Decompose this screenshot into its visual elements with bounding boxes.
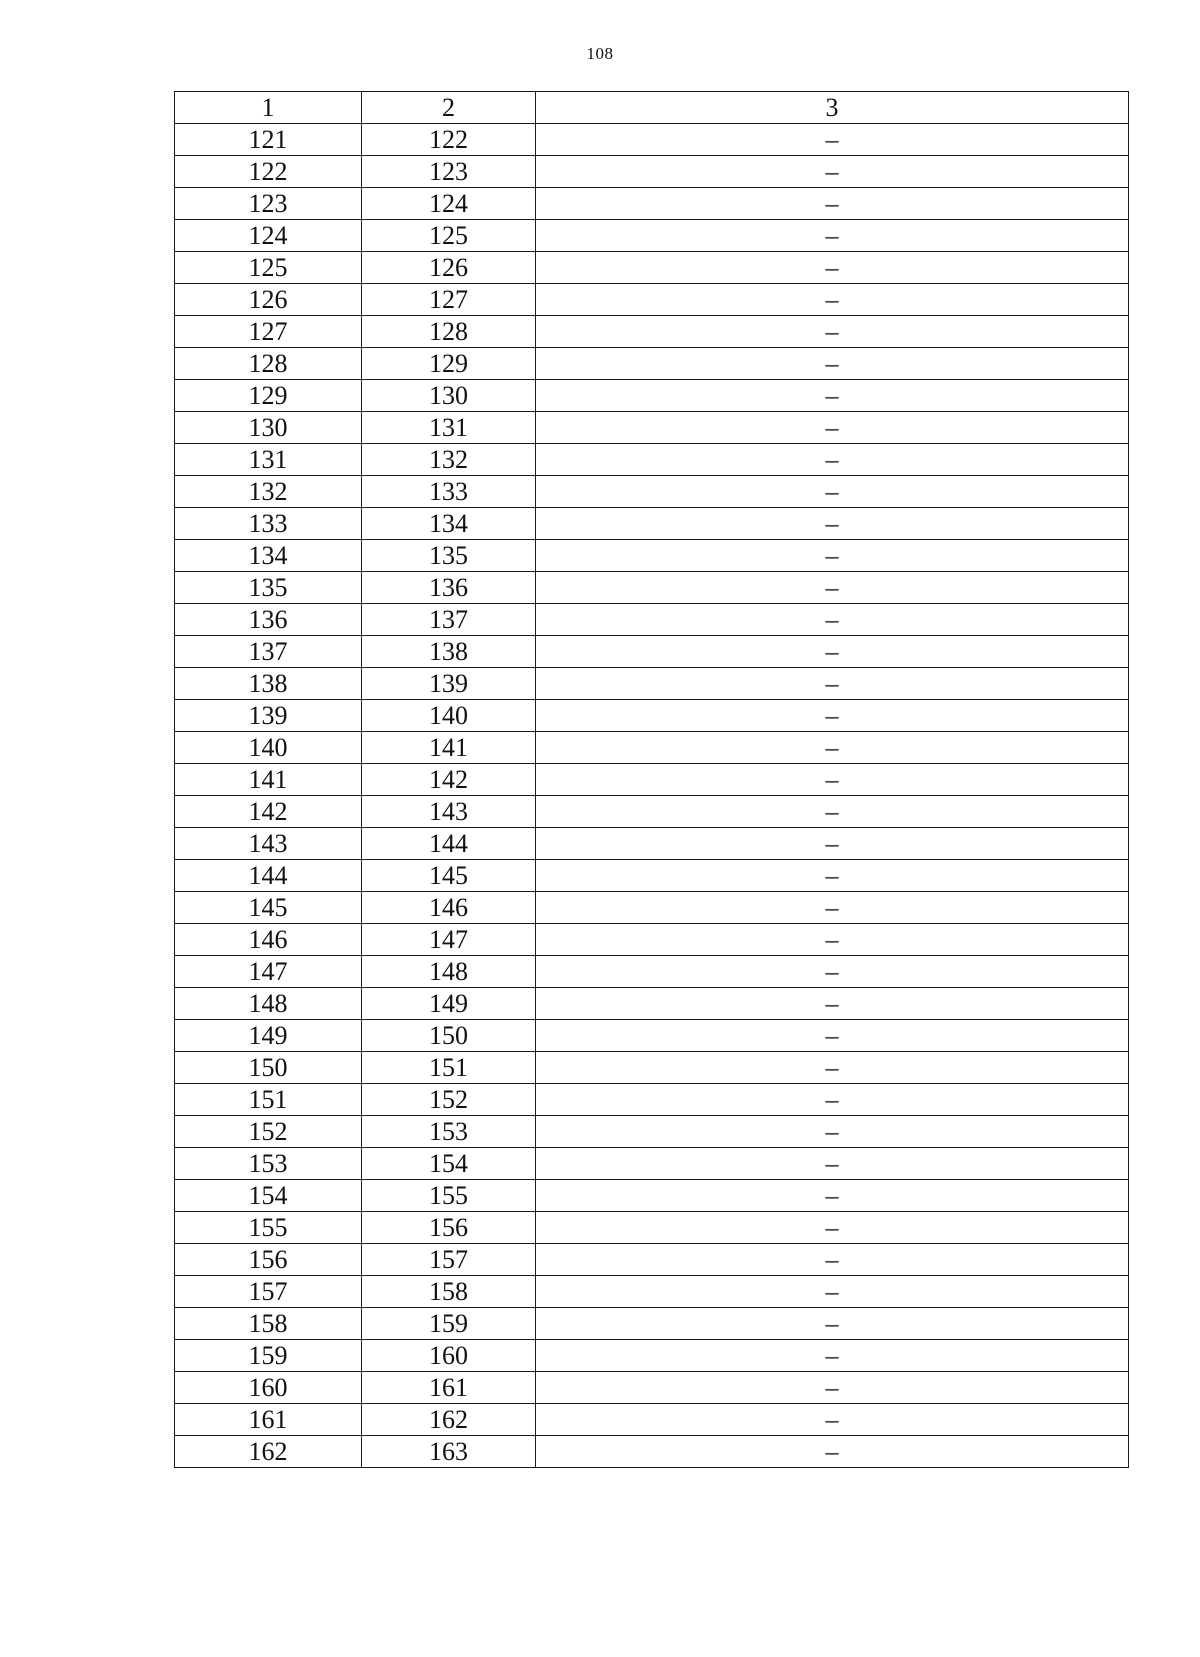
table-cell: 122 xyxy=(175,156,362,188)
table-cell: 123 xyxy=(175,188,362,220)
table-cell: 163 xyxy=(362,1436,536,1468)
table-cell: 150 xyxy=(362,1020,536,1052)
table-cell: 153 xyxy=(362,1116,536,1148)
table-row xyxy=(175,988,1129,1020)
table-cell: – xyxy=(536,1404,1129,1436)
table-cell: 145 xyxy=(362,860,536,892)
table-cell: 125 xyxy=(362,220,536,252)
table-cell: 140 xyxy=(362,700,536,732)
table-cell: 136 xyxy=(362,572,536,604)
table-cell: – xyxy=(536,156,1129,188)
table-cell: 157 xyxy=(175,1276,362,1308)
table-row xyxy=(175,1436,1129,1468)
table-cell: 134 xyxy=(362,508,536,540)
table-row xyxy=(175,1020,1129,1052)
table-row xyxy=(175,540,1129,572)
table-cell: – xyxy=(536,764,1129,796)
table-cell: 129 xyxy=(175,380,362,412)
table-row xyxy=(175,1372,1129,1404)
table-cell: – xyxy=(536,1148,1129,1180)
data-table xyxy=(174,91,1129,1468)
table-cell: – xyxy=(536,252,1129,284)
table-row xyxy=(175,1148,1129,1180)
table-cell: 133 xyxy=(362,476,536,508)
table-row xyxy=(175,572,1129,604)
table-cell: 128 xyxy=(362,316,536,348)
table-cell: 139 xyxy=(175,700,362,732)
table-cell: – xyxy=(536,732,1129,764)
table-cell: 154 xyxy=(175,1180,362,1212)
table-cell: 152 xyxy=(175,1116,362,1148)
table-cell: – xyxy=(536,508,1129,540)
table-cell: 132 xyxy=(362,444,536,476)
table-cell: 137 xyxy=(175,636,362,668)
table-cell: 137 xyxy=(362,604,536,636)
table-cell: 162 xyxy=(362,1404,536,1436)
table-cell: 135 xyxy=(362,540,536,572)
table-cell: – xyxy=(536,1052,1129,1084)
table-row xyxy=(175,380,1129,412)
table-cell: – xyxy=(536,284,1129,316)
table-cell: – xyxy=(536,988,1129,1020)
table-row xyxy=(175,348,1129,380)
table-cell: 161 xyxy=(362,1372,536,1404)
table-cell: 149 xyxy=(175,1020,362,1052)
table-row xyxy=(175,188,1129,220)
table-row xyxy=(175,1340,1129,1372)
table-row xyxy=(175,476,1129,508)
table-cell: – xyxy=(536,924,1129,956)
table-row xyxy=(175,668,1129,700)
page-number: 108 xyxy=(586,44,614,63)
table-cell: 143 xyxy=(175,828,362,860)
table-cell: 139 xyxy=(362,668,536,700)
column-header: 3 xyxy=(536,92,1129,124)
table-cell: – xyxy=(536,1372,1129,1404)
table-cell: 158 xyxy=(362,1276,536,1308)
table-cell: 153 xyxy=(175,1148,362,1180)
table-row xyxy=(175,636,1129,668)
table-cell: 128 xyxy=(175,348,362,380)
table-row xyxy=(175,412,1129,444)
table-cell: 135 xyxy=(175,572,362,604)
table-cell: 155 xyxy=(175,1212,362,1244)
table-cell: 146 xyxy=(175,924,362,956)
table-cell: – xyxy=(536,220,1129,252)
table-cell: 154 xyxy=(362,1148,536,1180)
table-cell: 144 xyxy=(362,828,536,860)
table-cell: – xyxy=(536,316,1129,348)
table-cell: 140 xyxy=(175,732,362,764)
table-cell: – xyxy=(536,1276,1129,1308)
table-cell: 156 xyxy=(175,1244,362,1276)
table-body xyxy=(175,124,1129,1468)
table-cell: 152 xyxy=(362,1084,536,1116)
table-row xyxy=(175,1052,1129,1084)
table-cell: – xyxy=(536,1180,1129,1212)
table-cell: – xyxy=(536,348,1129,380)
table-cell: 157 xyxy=(362,1244,536,1276)
table-cell: – xyxy=(536,1244,1129,1276)
table-row xyxy=(175,860,1129,892)
table-cell: 131 xyxy=(362,412,536,444)
table-cell: 129 xyxy=(362,348,536,380)
table-cell: – xyxy=(536,1020,1129,1052)
table-row xyxy=(175,1180,1129,1212)
table-cell: 148 xyxy=(175,988,362,1020)
column-header: 1 xyxy=(175,92,362,124)
table-cell: 126 xyxy=(362,252,536,284)
table-header-row xyxy=(175,92,1129,124)
table-cell: 122 xyxy=(362,124,536,156)
table-cell: – xyxy=(536,1436,1129,1468)
table-cell: – xyxy=(536,668,1129,700)
table-row xyxy=(175,924,1129,956)
table-cell: 150 xyxy=(175,1052,362,1084)
table-row xyxy=(175,1084,1129,1116)
table-cell: – xyxy=(536,124,1129,156)
table-row xyxy=(175,252,1129,284)
table-cell: – xyxy=(536,1212,1129,1244)
table-cell: 146 xyxy=(362,892,536,924)
column-header: 2 xyxy=(362,92,536,124)
table-row xyxy=(175,156,1129,188)
table-cell: – xyxy=(536,1340,1129,1372)
table-row xyxy=(175,284,1129,316)
table-cell: 131 xyxy=(175,444,362,476)
table-row xyxy=(175,764,1129,796)
table-cell: 155 xyxy=(362,1180,536,1212)
table-row xyxy=(175,828,1129,860)
table-row xyxy=(175,892,1129,924)
table-cell: – xyxy=(536,444,1129,476)
table-row xyxy=(175,1244,1129,1276)
table-cell: 158 xyxy=(175,1308,362,1340)
table-cell: 151 xyxy=(362,1052,536,1084)
table-cell: 124 xyxy=(175,220,362,252)
table-cell: 160 xyxy=(362,1340,536,1372)
table-cell: 141 xyxy=(175,764,362,796)
table-cell: 134 xyxy=(175,540,362,572)
table-cell: 136 xyxy=(175,604,362,636)
table-cell: 127 xyxy=(362,284,536,316)
table-cell: 149 xyxy=(362,988,536,1020)
table-cell: 161 xyxy=(175,1404,362,1436)
table-row xyxy=(175,732,1129,764)
table-cell: – xyxy=(536,828,1129,860)
table-cell: – xyxy=(536,956,1129,988)
table-cell: – xyxy=(536,476,1129,508)
table-row xyxy=(175,796,1129,828)
table-cell: 160 xyxy=(175,1372,362,1404)
table-cell: – xyxy=(536,1308,1129,1340)
table-cell: 132 xyxy=(175,476,362,508)
table-cell: – xyxy=(536,540,1129,572)
table-cell: – xyxy=(536,604,1129,636)
table-row xyxy=(175,508,1129,540)
table-cell: 142 xyxy=(175,796,362,828)
table-cell: 151 xyxy=(175,1084,362,1116)
table-cell: 159 xyxy=(175,1340,362,1372)
table-cell: – xyxy=(536,412,1129,444)
table-row xyxy=(175,1212,1129,1244)
table-cell: 141 xyxy=(362,732,536,764)
table-cell: – xyxy=(536,796,1129,828)
table-row xyxy=(175,1404,1129,1436)
table-cell: 145 xyxy=(175,892,362,924)
table-cell: 162 xyxy=(175,1436,362,1468)
table-cell: – xyxy=(536,892,1129,924)
table-cell: 142 xyxy=(362,764,536,796)
table-cell: 148 xyxy=(362,956,536,988)
table-cell: 147 xyxy=(175,956,362,988)
table-row xyxy=(175,1276,1129,1308)
table-row xyxy=(175,124,1129,156)
table-cell: 130 xyxy=(362,380,536,412)
table-row xyxy=(175,700,1129,732)
table-cell: 144 xyxy=(175,860,362,892)
table-cell: 138 xyxy=(175,668,362,700)
table-cell: – xyxy=(536,380,1129,412)
table-cell: 123 xyxy=(362,156,536,188)
table-cell: 147 xyxy=(362,924,536,956)
table-cell: 143 xyxy=(362,796,536,828)
table-row xyxy=(175,220,1129,252)
table-row xyxy=(175,956,1129,988)
table-cell: 138 xyxy=(362,636,536,668)
table-row xyxy=(175,604,1129,636)
table-cell: – xyxy=(536,1084,1129,1116)
table-cell: 130 xyxy=(175,412,362,444)
table-cell: 126 xyxy=(175,284,362,316)
table-row xyxy=(175,316,1129,348)
table-cell: 127 xyxy=(175,316,362,348)
table-cell: 121 xyxy=(175,124,362,156)
table-cell: – xyxy=(536,1116,1129,1148)
table-row xyxy=(175,1116,1129,1148)
table-cell: 125 xyxy=(175,252,362,284)
table-row xyxy=(175,444,1129,476)
table-row xyxy=(175,1308,1129,1340)
table-cell: – xyxy=(536,860,1129,892)
table-cell: – xyxy=(536,636,1129,668)
table-cell: – xyxy=(536,572,1129,604)
table-cell: 159 xyxy=(362,1308,536,1340)
table-cell: 156 xyxy=(362,1212,536,1244)
table-cell: 133 xyxy=(175,508,362,540)
table-cell: – xyxy=(536,700,1129,732)
table-cell: – xyxy=(536,188,1129,220)
table-cell: 124 xyxy=(362,188,536,220)
